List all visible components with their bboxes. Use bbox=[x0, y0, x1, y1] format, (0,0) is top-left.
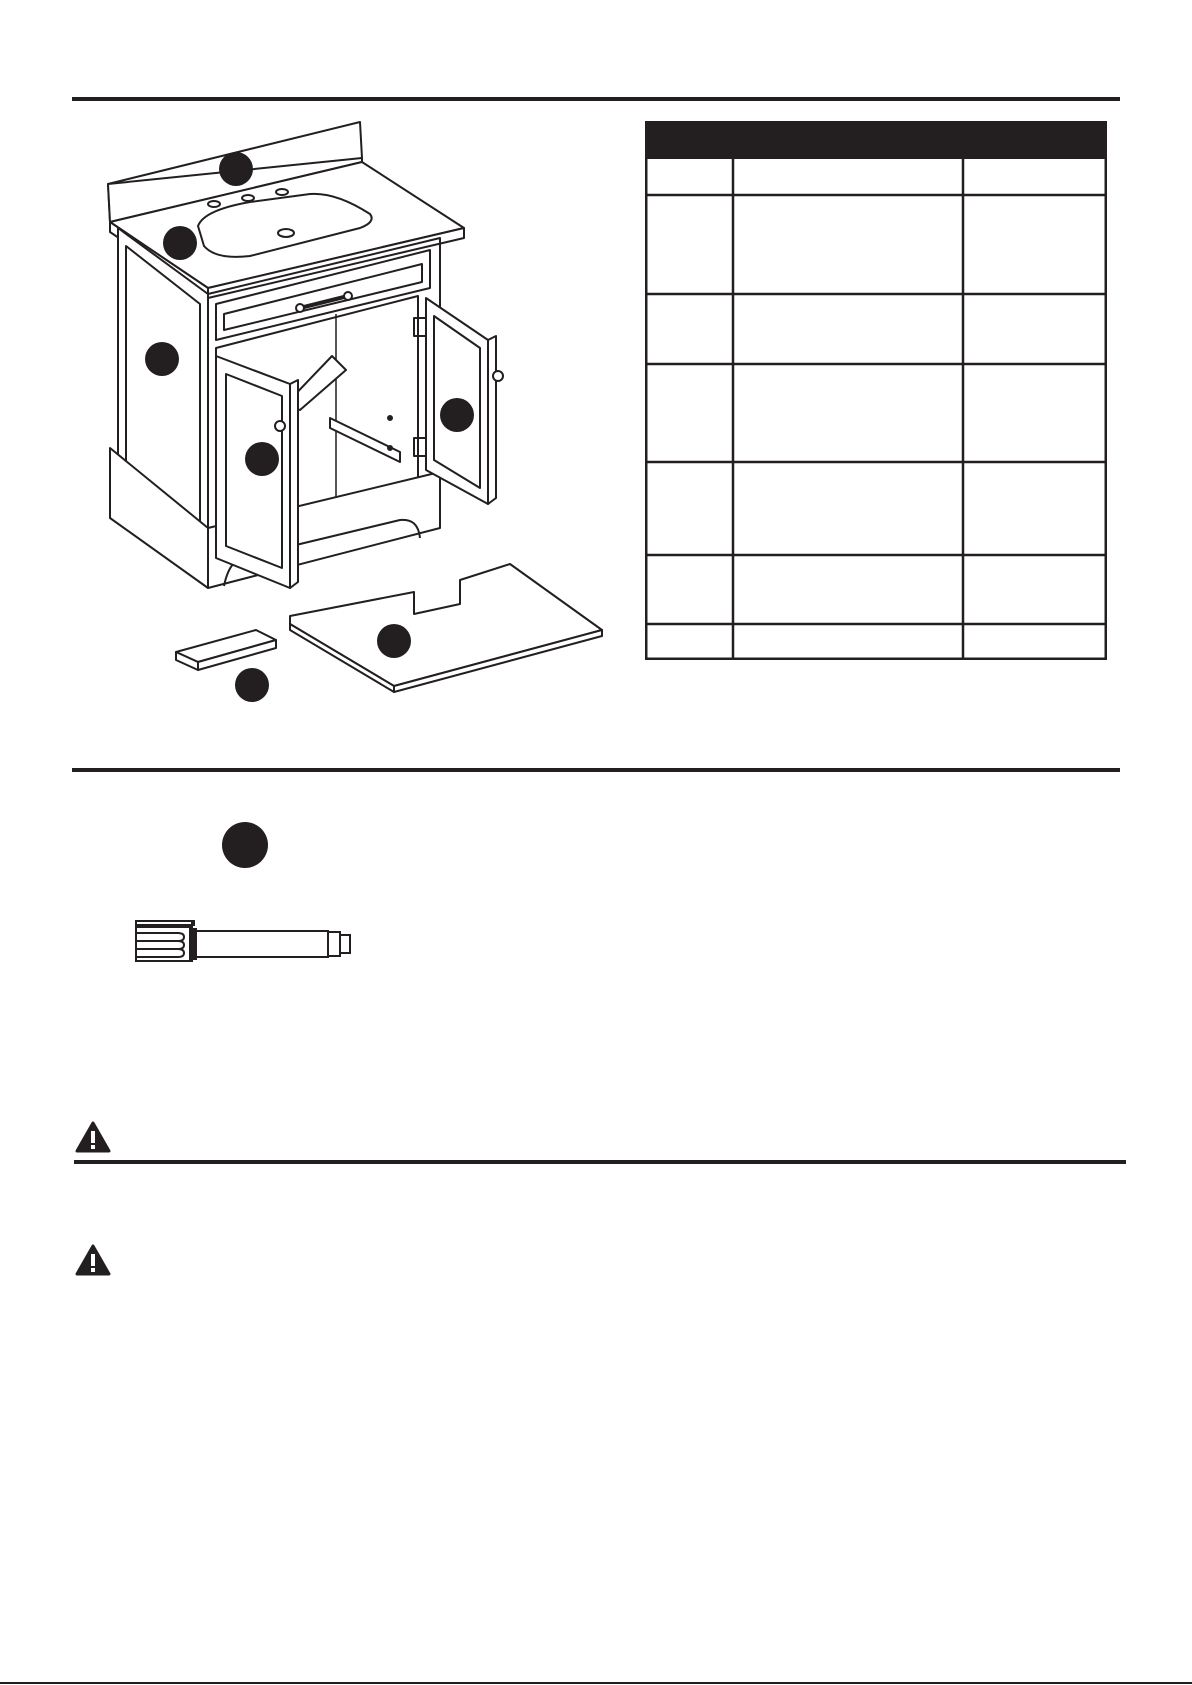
callout-countertop bbox=[219, 152, 253, 186]
top-rule bbox=[72, 97, 1120, 101]
footer-rule bbox=[0, 1682, 1192, 1684]
callout-backsplash bbox=[163, 226, 197, 260]
vanity-illustration bbox=[100, 118, 700, 708]
callout-side-panel bbox=[145, 342, 179, 376]
callout-shelf bbox=[377, 624, 411, 658]
parts-table-header bbox=[645, 121, 1107, 159]
warning-icon bbox=[75, 1244, 111, 1276]
warning-icon bbox=[75, 1121, 111, 1153]
parts-table bbox=[645, 121, 1107, 660]
callout-left-door bbox=[245, 442, 279, 476]
hardware-callout bbox=[222, 822, 268, 868]
section-rule-hardware bbox=[72, 768, 1120, 772]
callout-right-door bbox=[440, 398, 474, 432]
section-rule-safety bbox=[74, 1160, 1126, 1164]
callout-shim bbox=[235, 668, 269, 702]
hardware-marker-illustration bbox=[134, 919, 362, 967]
